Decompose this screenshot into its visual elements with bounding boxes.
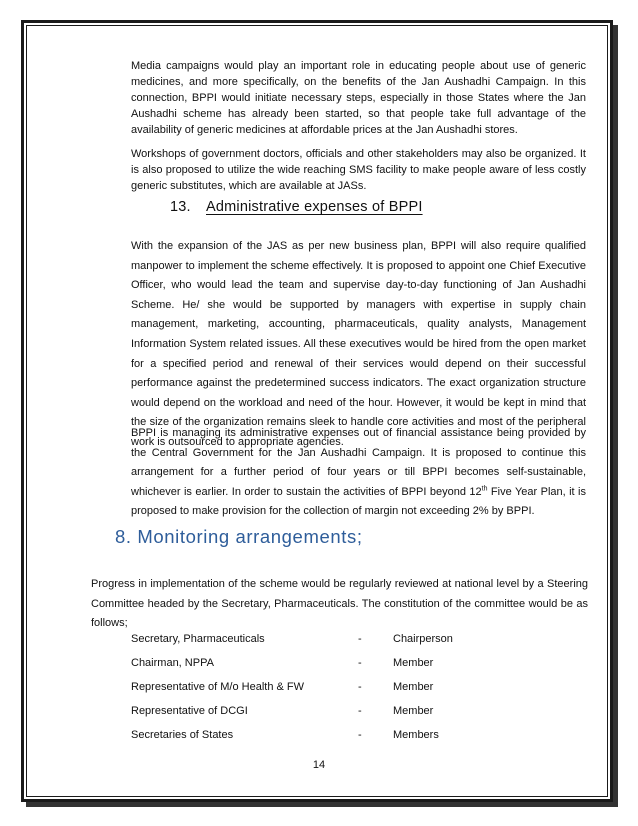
paragraph-workshops: Workshops of government doctors, officials and other stakeholders may also be organized. It is also proposed to utilize the wide reaching SMS facility to make people aware of less costly generic substitutes, which are available at JASs. <box>131 148 586 192</box>
committee-list <box>131 633 531 753</box>
page-number: 14 <box>312 759 326 771</box>
paragraph-bppi-managing-part1: BPPI is managing its administrative expenses out of financial assistance being provided by the Central Government for the Jan Aushadhi Campaign. It is proposed to continue this arrangement for a further period of four years or till BPPI becomes self-sustainable, whichever is earlier. In order to sustain the activities of BPPI beyond 12 <box>131 427 586 498</box>
paragraph-monitoring: Progress in implementation of the scheme would be regularly reviewed at national level by a Steering Committee headed by the Secretary, Pharmaceuticals. The constitution of the committee would be as follows; <box>91 578 588 630</box>
committee-role: Chairperson <box>393 633 453 645</box>
committee-dash: - <box>358 729 362 741</box>
subsection-number: 13. <box>170 199 191 215</box>
superscript-th: th <box>481 485 488 493</box>
committee-role: Member <box>393 681 434 693</box>
subsection-heading <box>170 199 423 215</box>
committee-member-name: Secretaries of States <box>131 729 234 741</box>
committee-member-name: Secretary, Pharmaceuticals <box>131 633 265 645</box>
subsection-title: Administrative expenses of BPPI <box>206 199 423 215</box>
committee-dash: - <box>358 657 362 669</box>
committee-role: Member <box>393 705 434 717</box>
section-heading: 8. Monitoring arrangements; <box>115 526 363 547</box>
paragraph-expansion: With the expansion of the JAS as per new business plan, BPPI will also require qualified manpower to implement the scheme effectively. It is proposed to appoint one Chief Executive Officer, who would lead the team and supervise day-to-day functioning of Jan Aushadhi Scheme. He/ she would be supported by managers with expertise in supply chain management, marketing, accounting, pharmaceuticals, quality analysts, Management Information System related issues. All these executives would be hired from the open market for a specified period and renewal of their services would depend on their successful performance against the predetermined success indicators. The exact organization structure would depend on the workload and need of the hour. However, it would be kept in mind that the size of the organization remains sleek to handle core activities and most of the peripheral work is outsourced to appropriate agencies. <box>131 240 586 448</box>
committee-row <box>131 633 531 657</box>
committee-member-name: Representative of DCGI <box>131 705 248 717</box>
committee-row <box>131 705 531 729</box>
committee-dash: - <box>358 633 362 645</box>
paragraph-media-campaigns: Media campaigns would play an important role in educating people about use of generic medicines, and more specifically, on the benefits of the Jan Aushadhi Campaign. In this connection, BPPI would initiate necessary steps, especially in those States where the Jan Aushadhi scheme has already been started, so that people take full advantage of the availability of generic medicines at affordable prices at the Jan Aushadhi stores. <box>131 60 586 136</box>
paragraph-bppi-managing <box>131 424 586 522</box>
committee-row <box>131 657 531 681</box>
committee-dash: - <box>358 681 362 693</box>
committee-role: Members <box>393 729 439 741</box>
committee-member-name: Chairman, NPPA <box>131 657 214 669</box>
committee-role: Member <box>393 657 434 669</box>
committee-dash: - <box>358 705 362 717</box>
committee-member-name: Representative of M/o Health & FW <box>131 681 305 693</box>
committee-row <box>131 729 531 753</box>
paragraph-bppi-managing-part2: Five Year Plan, it is proposed to make provision for the collection of margin not exceeding 2% by BPPI. <box>131 485 586 518</box>
committee-row <box>131 681 531 705</box>
